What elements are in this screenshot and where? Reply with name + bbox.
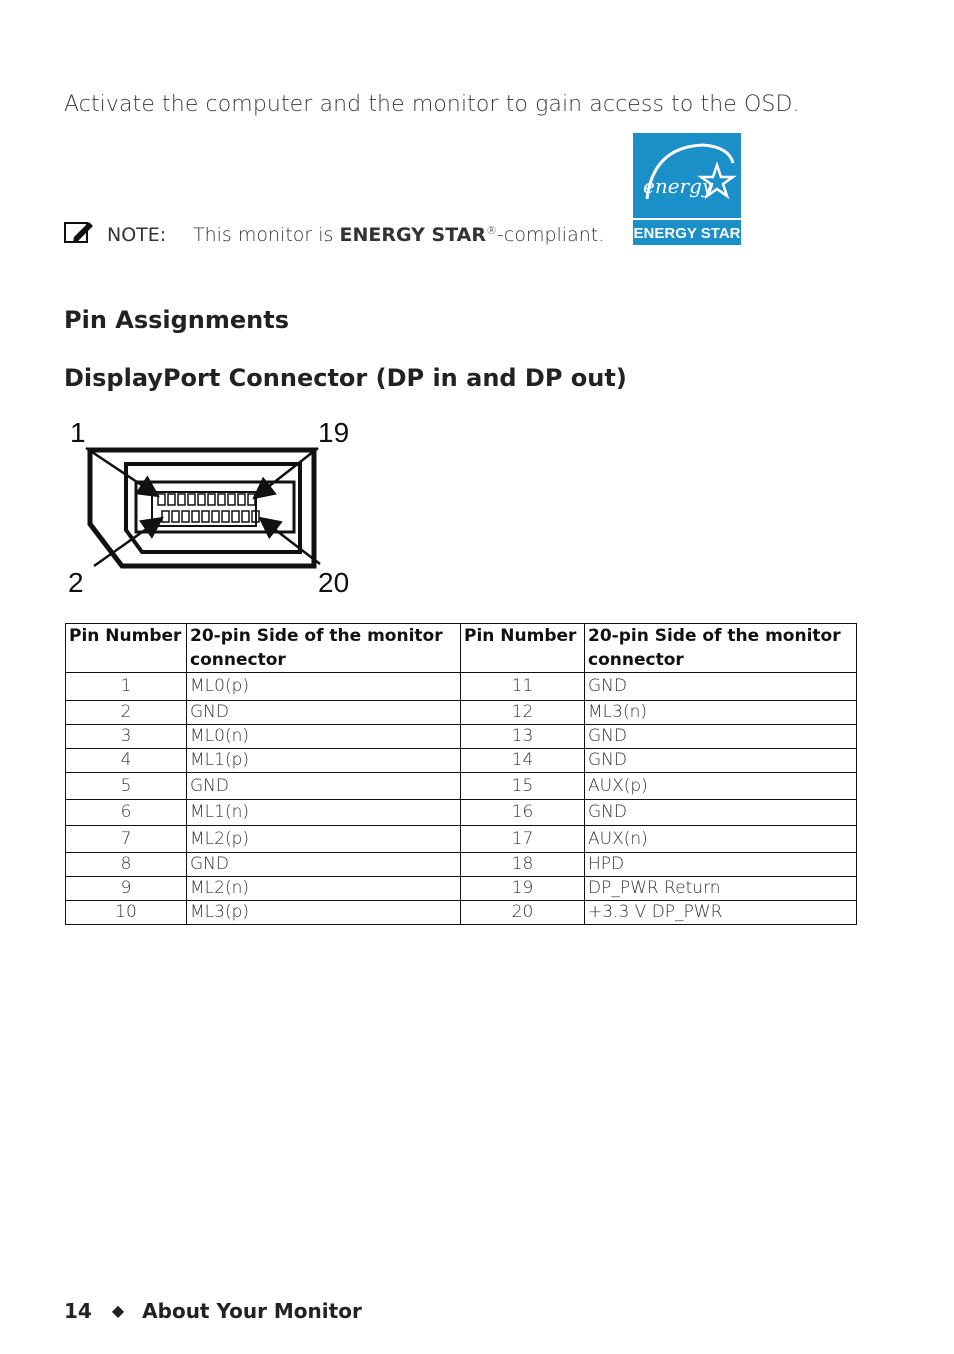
signal-cell: GND [187, 853, 461, 877]
signal-cell: ML1(p) [187, 749, 461, 773]
signal-cell: ML1(n) [187, 800, 461, 826]
pin-label-2: 2 [68, 567, 84, 598]
pin-number-cell: 2 [66, 701, 187, 725]
pencil-note-icon [64, 220, 94, 244]
energy-logo-text: ENERGY STAR [633, 225, 741, 242]
column-header: 20-pin Side of the monitor connector [585, 624, 857, 673]
pin-label-1: 1 [70, 417, 86, 448]
table-row [66, 725, 857, 749]
column-header: 20-pin Side of the monitor connector [187, 624, 461, 673]
table-row [66, 826, 857, 853]
note-label: NOTE: [107, 224, 167, 246]
heading-pin-assignments: Pin Assignments [64, 306, 290, 334]
energy-star-logo [633, 133, 741, 245]
intro-paragraph: Activate the computer and the monitor to gain access to the OSD. [64, 92, 800, 117]
pin-number-cell: 6 [66, 800, 187, 826]
column-header: Pin Number [66, 624, 187, 673]
signal-cell: ML3(p) [187, 901, 461, 925]
pin-number-cell: 20 [461, 901, 585, 925]
pin-number-cell: 5 [66, 773, 187, 800]
table-row [66, 853, 857, 877]
signal-cell: GND [187, 701, 461, 725]
pin-number-cell: 1 [66, 673, 187, 701]
signal-cell: GND [187, 773, 461, 800]
pin-number-cell: 8 [66, 853, 187, 877]
signal-cell: DP_PWR Return [585, 877, 857, 901]
pin-number-cell: 4 [66, 749, 187, 773]
connector-pins-bottom [162, 511, 259, 522]
signal-cell: ML0(n) [187, 725, 461, 749]
table-row [66, 701, 857, 725]
signal-cell: GND [585, 749, 857, 773]
pin-label-20: 20 [318, 567, 350, 598]
pin-number-cell: 16 [461, 800, 585, 826]
pin-label-19: 19 [318, 417, 350, 448]
footer-section-title: About Your Monitor [142, 1299, 362, 1323]
signal-cell: ML2(n) [187, 877, 461, 901]
signal-cell: HPD [585, 853, 857, 877]
pin-number-cell: 18 [461, 853, 585, 877]
signal-cell: +3.3 V DP_PWR [585, 901, 857, 925]
pin-number-cell: 12 [461, 701, 585, 725]
pin-number-cell: 10 [66, 901, 187, 925]
column-header: Pin Number [461, 624, 585, 673]
connector-pins-top [158, 494, 255, 505]
pin-number-cell: 13 [461, 725, 585, 749]
table-row [66, 901, 857, 925]
heading-displayport-connector: DisplayPort Connector (DP in and DP out) [64, 364, 627, 392]
page-number: 14 [64, 1299, 92, 1323]
pin-number-cell: 11 [461, 673, 585, 701]
energy-star-term: ENERGY STAR [339, 224, 487, 246]
signal-cell: GND [585, 800, 857, 826]
pin-number-cell: 9 [66, 877, 187, 901]
table-row [66, 749, 857, 773]
pin-number-cell: 19 [461, 877, 585, 901]
pin-assignment-table [65, 623, 857, 925]
displayport-connector-diagram [64, 414, 364, 600]
pin-number-cell: 14 [461, 749, 585, 773]
table-row [66, 877, 857, 901]
signal-cell: AUX(p) [585, 773, 857, 800]
pin-number-cell: 17 [461, 826, 585, 853]
signal-cell: ML0(p) [187, 673, 461, 701]
signal-cell: ML3(n) [585, 701, 857, 725]
energy-logo-script: energy [643, 174, 714, 198]
signal-cell: GND [585, 673, 857, 701]
signal-cell: AUX(n) [585, 826, 857, 853]
page-footer [64, 1299, 362, 1323]
signal-cell: ML2(p) [187, 826, 461, 853]
pin-number-cell: 3 [66, 725, 187, 749]
table-row [66, 800, 857, 826]
diamond-separator-icon: ◆ [111, 1301, 125, 1320]
pin-number-cell: 7 [66, 826, 187, 853]
table-row [66, 673, 857, 701]
table-row [66, 773, 857, 800]
table-header-row [66, 624, 857, 673]
note-text: This monitor is ENERGY STAR®-compliant. [193, 224, 605, 246]
pin-number-cell: 15 [461, 773, 585, 800]
signal-cell: GND [585, 725, 857, 749]
